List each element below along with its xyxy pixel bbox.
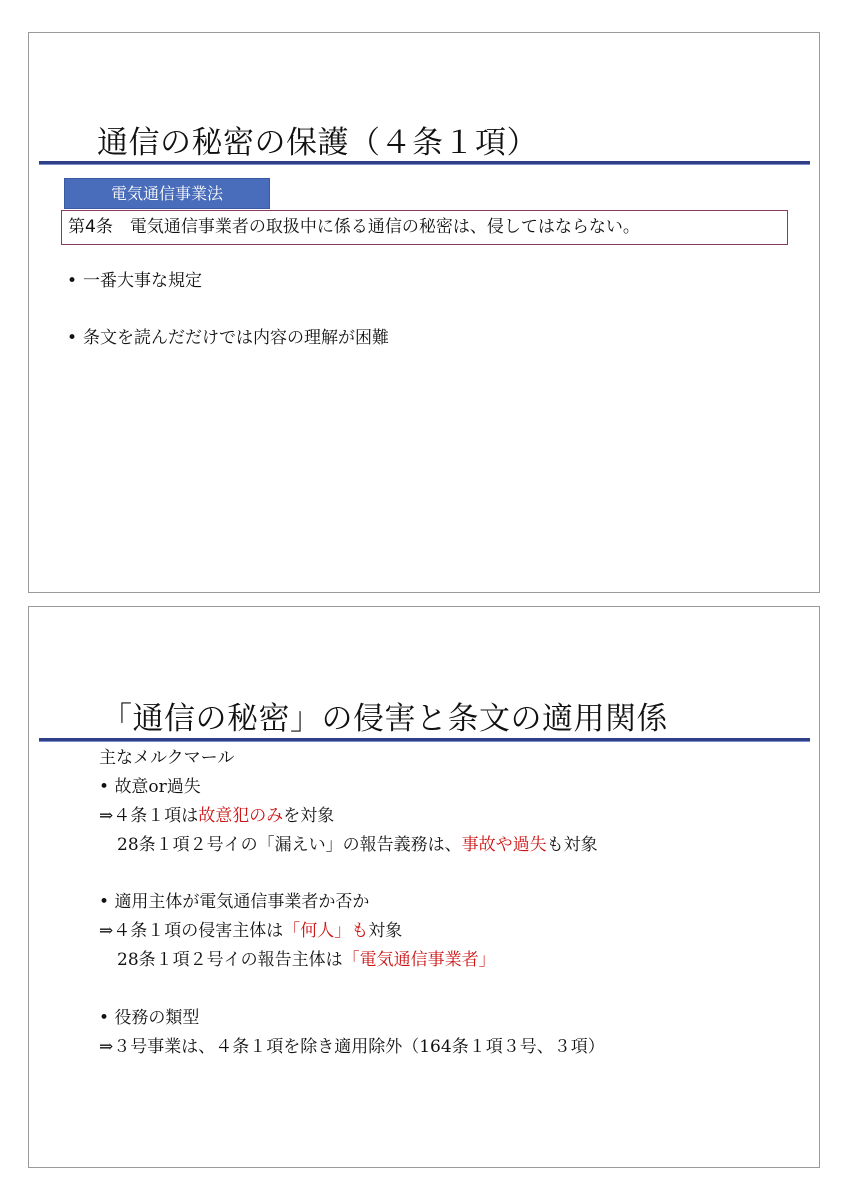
bullet-dot: • bbox=[99, 892, 115, 912]
bullet-dot: • bbox=[67, 328, 78, 348]
highlight-text: 故意犯のみ bbox=[198, 806, 284, 826]
bullet-text: 役務の類型 bbox=[114, 1008, 200, 1028]
title-underline bbox=[39, 161, 810, 165]
title-underline bbox=[39, 738, 810, 742]
highlight-text: 「何人」も bbox=[283, 921, 369, 941]
highlight-text: 事故や過失 bbox=[461, 835, 547, 855]
law-name-tab: 電気通信事業法 bbox=[64, 178, 270, 209]
text-run: 28条１項２号イの報告主体は bbox=[117, 950, 343, 970]
bullet-text: 適用主体が電気通信事業者か否か bbox=[114, 892, 370, 912]
bullet-text: 条文を読んだだけでは内容の理解が困難 bbox=[83, 328, 389, 348]
bullet-item bbox=[67, 323, 389, 348]
text-run: 28条１項２号イの「漏えい」の報告義務は、 bbox=[117, 835, 462, 855]
slide-1 bbox=[28, 32, 820, 593]
bullet-text: 一番大事な規定 bbox=[83, 271, 202, 291]
text-run: を対象 bbox=[283, 806, 335, 826]
bullet-dot: • bbox=[99, 1008, 115, 1028]
slide-title: 通信の秘密の保護（４条１項） bbox=[97, 125, 538, 161]
text-line bbox=[117, 834, 598, 856]
bullet-item bbox=[67, 266, 202, 291]
text-line bbox=[99, 920, 402, 942]
bullet-item bbox=[99, 776, 201, 798]
slide-title: 「通信の秘密」の侵害と条文の適用関係 bbox=[101, 701, 668, 737]
bullet-text: 故意or過失 bbox=[114, 777, 201, 797]
law-article-box: 第4条 電気通信事業者の取扱中に係る通信の秘密は、侵してはならない。 bbox=[61, 210, 788, 245]
text-run: 対象 bbox=[368, 921, 403, 941]
text-line bbox=[99, 805, 334, 827]
bullet-item bbox=[99, 1007, 199, 1029]
text-line: ⇒３号事業は、４条１項を除き適用除外（164条１項３号、３項） bbox=[99, 1037, 605, 1057]
bullet-item bbox=[99, 891, 369, 913]
bullet-dot: • bbox=[99, 777, 115, 797]
bullet-dot: • bbox=[67, 271, 78, 291]
slide-2 bbox=[28, 606, 820, 1168]
text-line bbox=[117, 949, 496, 971]
text-run: ⇒４条１項は bbox=[99, 806, 199, 826]
section-heading: 主なメルクマール bbox=[99, 748, 235, 768]
text-run: も対象 bbox=[546, 835, 598, 855]
highlight-text: 「電気通信事業者」 bbox=[342, 950, 496, 970]
text-run: ⇒４条１項の侵害主体は bbox=[99, 921, 284, 941]
